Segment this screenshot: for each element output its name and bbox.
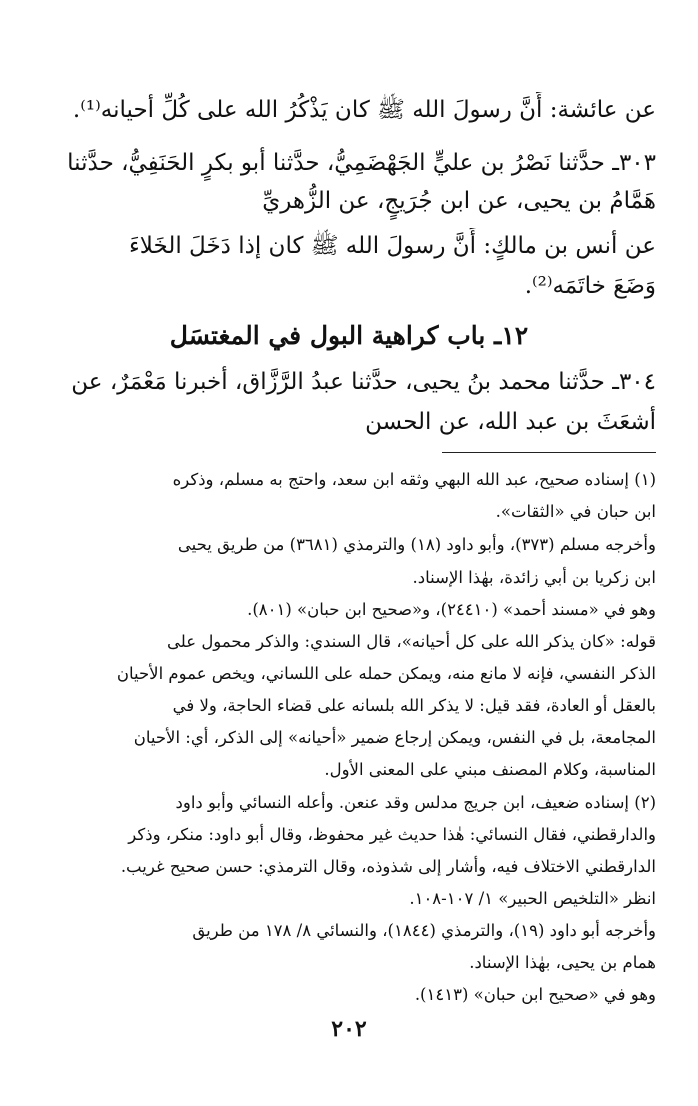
footnote-divider	[442, 452, 656, 453]
footnote-line: (١) إسناده صحيح، عبد الله البهي وثقه ابن سعد، واحتج به مسلم، وذكره	[172, 470, 656, 489]
body-line: أشعَثَ بن عبد الله، عن الحسن	[365, 409, 656, 435]
body-line: وَضَعَ خاتَمَه⁽²⁾.	[524, 273, 656, 299]
footnote-line: همام بن يحيى، بهٰذا الإسناد.	[469, 953, 656, 972]
page-number: ٢٠٢	[331, 1016, 367, 1042]
footnote-line: وهو في «صحيح ابن حبان» (١٤١٣).	[414, 985, 656, 1004]
chapter-heading: ١٢ـ باب كراهية البول في المغتسَل	[169, 321, 529, 350]
footnote-line: ابن حبان في «الثقات».	[495, 502, 656, 521]
footnote-line: المجامعة، بل في النفس، ويمكن إرجاع ضمير «أحيانه» إلى الذكر، أي: الأحيان	[133, 728, 656, 747]
body-line: هَمَّامُ بن يحيى، عن ابن جُرَيجٍ، عن الزُّهريِّ	[262, 188, 656, 214]
footnote-line: انظر «التلخيص الحبير» ١/ ١٠٧-١٠٨.	[409, 889, 656, 908]
footnote-line: وهو في «مسند أحمد» (٢٤٤١٠)، و«صحيح ابن حبان» (٨٠١).	[247, 600, 656, 619]
footnote-line: بالعقل أو العادة، فقد قيل: لا يذكر الله بلسانه على قضاء الحاجة، ولا في	[172, 696, 656, 715]
body-line: عن عائشة: أَنَّ رسولَ الله ﷺ كان يَذْكُرُ الله على كُلِّ أحيانه⁽¹⁾.	[72, 97, 656, 123]
footnote-line: والدارقطني، فقال النسائي: هٰذا حديث غير محفوظ، وقال أبو داود: منكر، وذكر	[128, 825, 656, 844]
footnote-line: وأخرجه أبو داود (١٩)، والترمذي (١٨٤٤)، والنسائي ٨/ ١٧٨ من طريق	[192, 921, 656, 940]
body-line: ٣٠٣ـ حدَّثنا نَصْرُ بن عليٍّ الجَهْضَمِيُّ، حدَّثنا أبو بكرٍ الحَنَفِيُّ، حدَّثنا	[67, 150, 656, 176]
footnote-line: الذكر النفسي، فإنه لا مانع منه، ويمكن حمله على اللساني، ويخص عموم الأحيان	[116, 664, 656, 683]
body-line: عن أنس بن مالكٍ: أَنَّ رسولَ الله ﷺ كان إذا دَخَلَ الخَلاءَ	[128, 233, 656, 259]
footnote-line: وأخرجه مسلم (٣٧٣)، وأبو داود (١٨) والترمذي (٣٦٨١) من طريق يحيى	[177, 535, 656, 554]
footnote-line: (٢) إسناده ضعيف، ابن جريج مدلس وقد عنعن. وأعله النسائي وأبو داود	[175, 793, 656, 812]
footnote-line: الدارقطني الاختلاف فيه، وأشار إلى شذوذه، وقال الترمذي: حسن صحيح غريب.	[120, 857, 656, 876]
footnote-line: قوله: «كان يذكر الله على كل أحيانه»، قال السندي: والذكر محمول على	[167, 632, 656, 651]
footnote-line: المناسبة، وكلام المصنف مبني على المعنى الأول.	[324, 760, 656, 779]
footnote-line: ابن زكريا بن أبي زائدة، بهٰذا الإسناد.	[412, 568, 656, 587]
body-line: ٣٠٤ـ حدَّثنا محمد بنُ يحيى، حدَّثنا عبدُ الرَّزَّاق، أخبرنا مَعْمَرٌ، عن	[71, 369, 656, 395]
